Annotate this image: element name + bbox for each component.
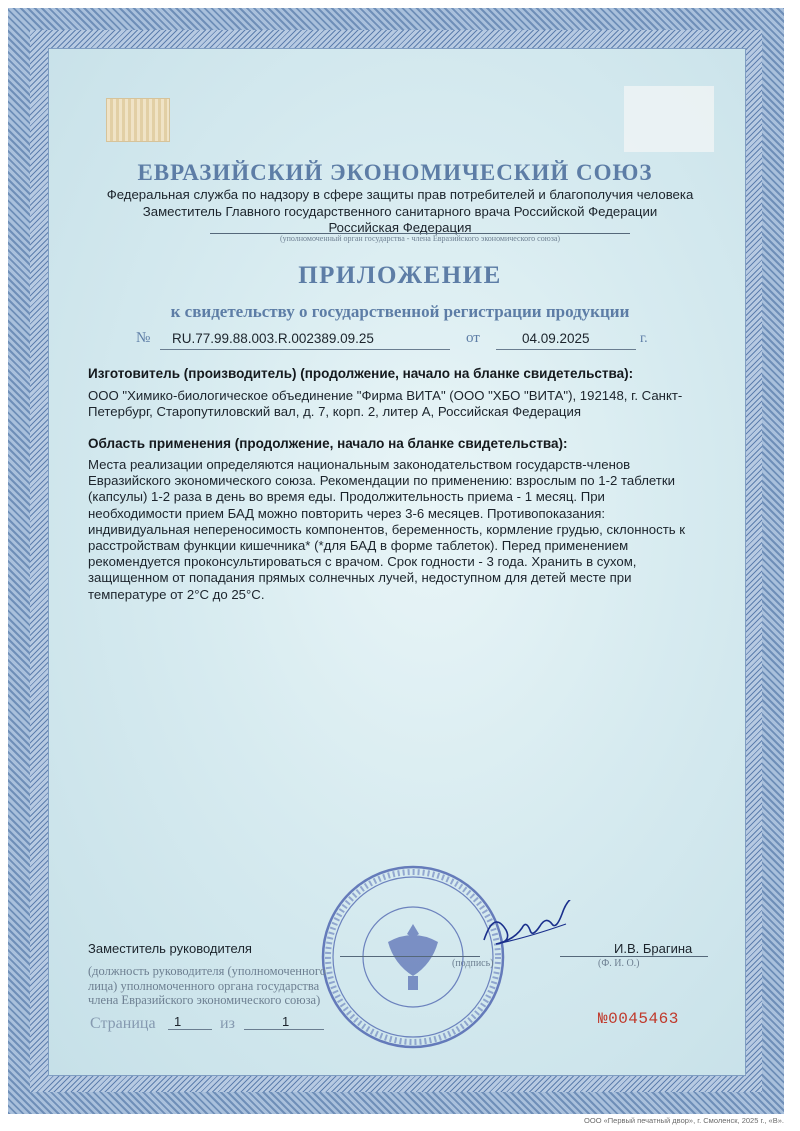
divider (496, 349, 636, 350)
security-sticker (106, 90, 710, 152)
manufacturer-text (88, 388, 708, 420)
divider (168, 1029, 212, 1030)
manufacturer-line-2: Петербург, Старопутиловский вал, д. 7, корп. 2, литер А, Российская Федерация (88, 404, 581, 420)
registration-date: 04.09.2025 (522, 331, 590, 346)
registration-number: RU.77.99.88.003.R.002389.09.25 (172, 331, 374, 346)
position-note-line-1: (должность руководителя (уполномоченного (88, 964, 326, 978)
name-caption: (Ф. И. О.) (598, 958, 640, 969)
scope-heading: Область применения (продолжение, начало на бланке свидетельства): (88, 436, 568, 451)
from-label: от (466, 330, 480, 346)
authority-line-3: Российская Федерация (328, 220, 472, 235)
union-title: ЕВРАЗИЙСКИЙ ЭКОНОМИЧЕСКИЙ СОЮЗ (137, 160, 653, 185)
scope-line-8: защищенном от попадания прямых солнечных лучей, недоступном для детей месте при (88, 570, 632, 586)
page-label: Страница (90, 1015, 156, 1032)
manufacturer-heading: Изготовитель (производитель) (продолжение, начало на бланке свидетельства): (88, 366, 634, 381)
scope-line-9: температуре от 2°С до 25°С. (88, 586, 265, 602)
scope-line-3: (капсулы) 1-2 раза в день во время еды. Продолжительность приема - 1 месяц. При (88, 489, 605, 505)
position-note-line-3: члена Евразийского экономического союза) (88, 993, 321, 1007)
scope-line-4: необходимости прием БАД можно повторить через 3-6 месяцев. Противопоказания: (88, 505, 606, 521)
document-title: ПРИЛОЖЕНИЕ (298, 262, 502, 289)
position-note-line-2: лица) уполномоченного органа государства (88, 978, 320, 993)
page-number: 1 (174, 1014, 182, 1029)
authority-line-1: Федеральная служба по надзору в сфере защиты прав потребителей и благополучия человека (106, 187, 694, 202)
blank-serial-number: №0045463 (598, 1010, 679, 1028)
hologram-icon (106, 98, 170, 142)
authority-block (80, 187, 720, 237)
signature-caption: (подпись) (452, 958, 494, 969)
authority-caption: (уполномоченный орган государства - члена Евразийского экономического союза) (279, 234, 561, 243)
divider (160, 349, 450, 350)
handwritten-signature (476, 900, 586, 960)
year-suffix: г. (640, 331, 648, 346)
signer-position: Заместитель руководителя (88, 941, 252, 956)
scope-text (88, 457, 708, 603)
of-label: из (220, 1015, 235, 1032)
number-sign: № (136, 330, 151, 346)
scope-line-7: рекомендуется проконсультироваться с врачом. Срок годности - 3 года. Хранить в сухом, (88, 554, 637, 570)
scope-line-6: расстройствам функции кишечника* (*для БАД в форме таблеток). Перед применением (88, 538, 629, 554)
authority-line-2: Заместитель Главного государственного санитарного врача Российской Федерации (142, 203, 658, 219)
signer-name: И.В. Брагина (614, 941, 693, 956)
signature-line (340, 956, 480, 957)
scope-line-5: индивидуальная непереносимость компонентов, беременность, кормление грудью, склонность к (88, 521, 686, 537)
manufacturer-line-1: ООО "Химико-биологическое объединение "Фирма ВИТА" (ООО "ХБО "ВИТА"), 192148, г. Санкт- (88, 388, 683, 403)
scope-line-1: Места реализации определяются национальным законодательством государств-членов (88, 457, 631, 472)
printer-footer: ООО «Первый печатный двор», г. Смоленск, 2025 г., «В». (584, 1116, 784, 1125)
scope-line-2: Евразийского экономического союза. Рекомендации по применению: взрослым по 1-2 таблетки (88, 473, 675, 489)
position-note (88, 964, 378, 1008)
divider (244, 1029, 324, 1030)
paper-label (624, 86, 714, 152)
total-pages: 1 (282, 1014, 290, 1029)
document-subtitle: к свидетельству о государственной регистрации продукции (170, 302, 630, 321)
name-line (560, 956, 708, 957)
